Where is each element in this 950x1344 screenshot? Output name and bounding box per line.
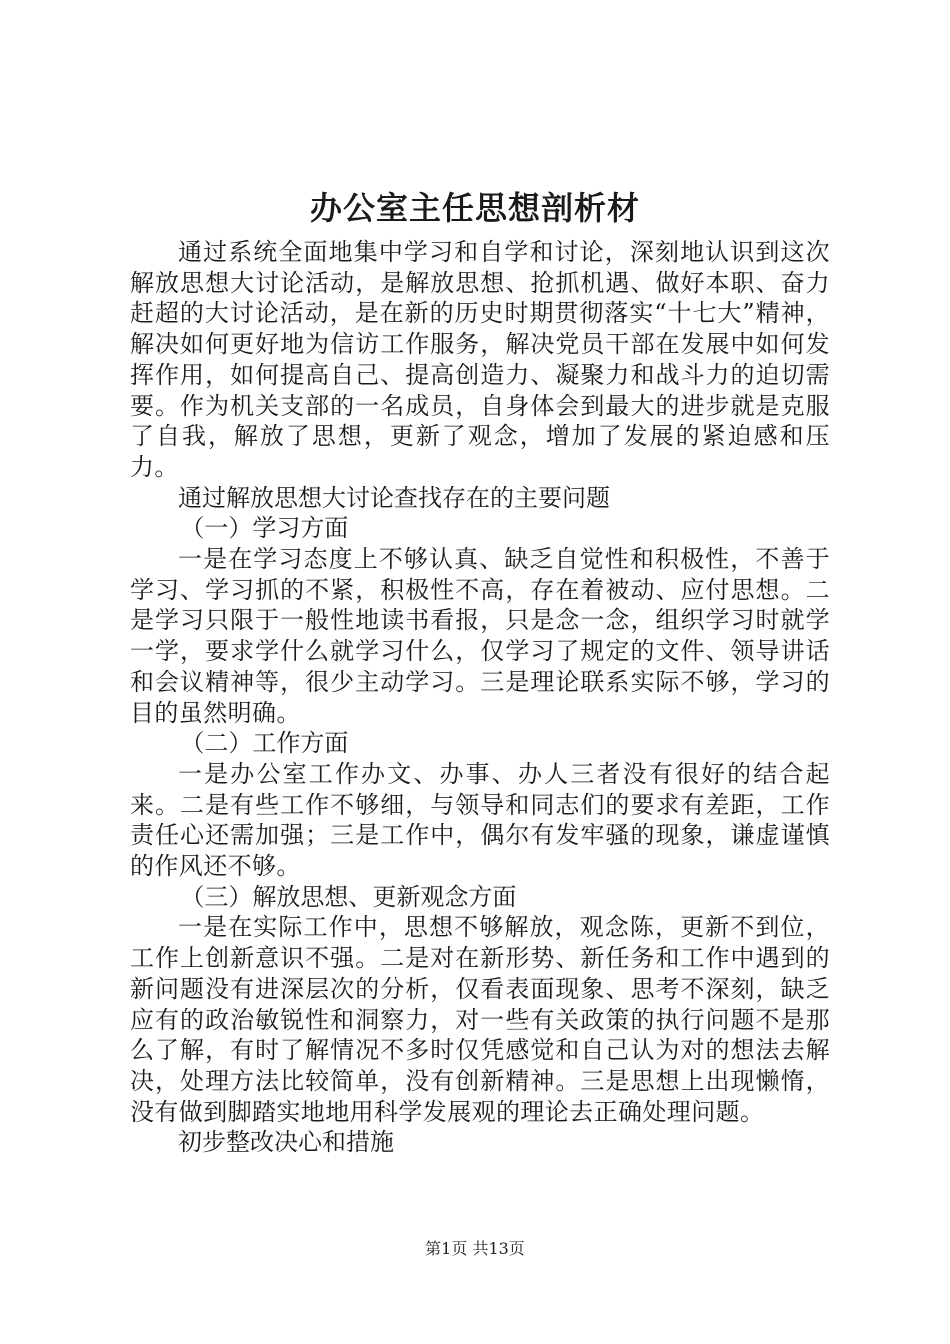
document-body <box>130 237 830 1158</box>
subheading-work: （二）工作方面 <box>180 729 349 758</box>
paragraph-intro: 通过系统全面地集中学习和自学和讨论，深刻地认识到这次解放思想大讨论活动，是解放思想、抢抓机遇、做好本职、奋力赶超的大讨论活动，是在新的历史时期贯彻落实“十七大”精神，解决如何更好地为信访工作服务，解决党员干部在发展中如何发挥作用，如何提高自己、提高创造力、凝聚力和战斗力的迫切需要。作为机关支部的一名成员，自身体会到最大的进步就是克服了自我，解放了思想，更新了观念，增加了发展的紧迫感和压力。 <box>130 238 830 481</box>
page-title: 办公室主任思想剖析材 <box>309 189 640 227</box>
section-heading-measures: 初步整改决心和措施 <box>178 1128 394 1157</box>
subheading-thinking: （三）解放思想、更新观念方面 <box>180 882 517 911</box>
subheading-study: （一）学习方面 <box>180 514 349 543</box>
paragraph-study: 一是在学习态度上不够认真、缺乏自觉性和积极性，不善于学习、学习抓的不紧，积极性不高，存在着被动、应付思想。二是学习只限于一般性地读书看报，只是念一念，组织学习时就学一学，要求学什么就学习什么，仅学习了规定的文件、领导讲话和会议精神等，很少主动学习。三是理论联系实际不够，学习的目的虽然明确。 <box>130 545 830 727</box>
section-heading-problems: 通过解放思想大讨论查找存在的主要问题 <box>178 483 610 512</box>
page-footer: 第1页 共13页 <box>425 1239 525 1258</box>
paragraph-work: 一是办公室工作办文、办事、办人三者没有很好的结合起来。二是有些工作不够细，与领导和同志们的要求有差距，工作责任心还需加强；三是工作中，偶尔有发牢骚的现象，谦虚谨慎的作风还不够。 <box>130 759 830 881</box>
paragraph-thinking: 一是在实际工作中，思想不够解放，观念陈，更新不到位，工作上创新意识不强。二是对在新形势、新任务和工作中遇到的新问题没有进深层次的分析，仅看表面现象、思考不深刻，缺乏应有的政治敏锐性和洞察力，对一些有关政策的执行问题不是那么了解，有时了解情况不多时仅凭感觉和自己认为对的想法去解决，处理方法比较简单，没有创新精神。三是思想上出现懒惰，没有做到脚踏实地地用科学发展观的理论去正确处理问题。 <box>130 913 830 1126</box>
